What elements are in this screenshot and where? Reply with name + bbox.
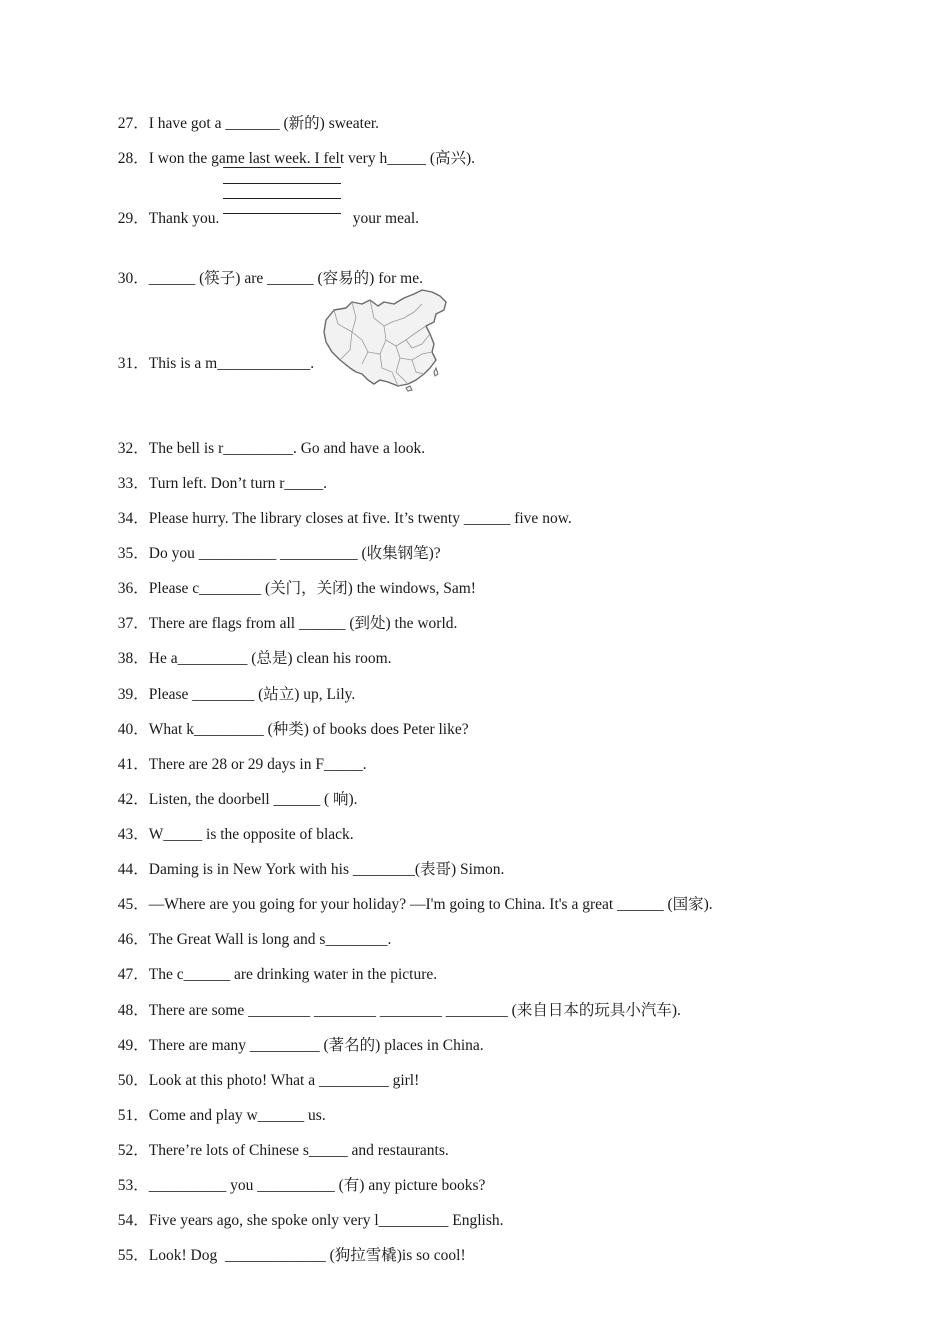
question-text: The bell is r_________. Go and have a look. — [148, 440, 426, 457]
question-number: 48． — [117, 1002, 149, 1019]
question-text: Please hurry. The library closes at five. It’s twenty ______ five now. — [148, 510, 572, 527]
question-text: Five years ago, she spoke only very l_________ English. — [148, 1212, 504, 1229]
question-number: 55． — [117, 1247, 149, 1264]
question-number: 34． — [117, 510, 149, 527]
question-number: 30． — [117, 270, 149, 287]
answer-line — [223, 167, 341, 168]
question-number: 51． — [117, 1107, 149, 1124]
question-number: 28． — [117, 150, 149, 167]
question-number: 42． — [117, 791, 149, 808]
question-number: 40． — [117, 721, 149, 738]
question-number: 33． — [117, 475, 149, 492]
question-30 — [110, 249, 423, 289]
question-text: There are some ________ ________ ________ ________ (来自日本的玩具小汽车). — [148, 1002, 681, 1019]
question-text: Look at this photo! What a _________ girl! — [148, 1072, 420, 1089]
china-map-image — [322, 288, 450, 392]
question-number: 52． — [117, 1142, 149, 1159]
question-text: He a_________ (总是) clean his room. — [148, 650, 392, 667]
question-49 — [110, 1016, 484, 1056]
question-33 — [110, 454, 327, 494]
answer-line — [223, 183, 341, 184]
question-38 — [110, 629, 392, 669]
question-number: 53． — [117, 1177, 149, 1194]
question-text: Please c________ (关门，关闭) the windows, Sam! — [148, 580, 476, 597]
question-number: 44． — [117, 861, 149, 878]
answer-line — [223, 213, 341, 214]
question-53 — [110, 1156, 485, 1196]
question-31 — [110, 334, 314, 374]
question-36 — [110, 559, 476, 599]
question-41 — [110, 735, 367, 775]
question-34 — [110, 489, 572, 529]
question-37 — [110, 594, 457, 634]
question-44 — [110, 840, 504, 880]
question-47 — [110, 945, 437, 985]
question-text: Come and play w______ us. — [148, 1107, 326, 1124]
question-text: Do you __________ __________ (收集钢笔)? — [148, 545, 441, 562]
question-number: 29． — [117, 210, 149, 227]
question-text-after: your meal. — [352, 210, 420, 227]
question-text: Look! Dog _____________ (狗拉雪橇)is so cool! — [148, 1247, 466, 1264]
question-29-tail — [345, 189, 419, 229]
question-number: 36． — [117, 580, 149, 597]
question-29 — [110, 189, 219, 229]
question-32 — [110, 419, 425, 459]
question-number: 54． — [117, 1212, 149, 1229]
question-number: 41． — [117, 756, 149, 773]
question-54 — [110, 1191, 504, 1231]
question-text: The c______ are drinking water in the picture. — [148, 966, 438, 983]
question-number: 32． — [117, 440, 149, 457]
question-40 — [110, 700, 469, 740]
question-text: I have got a _______ (新的) sweater. — [148, 115, 380, 132]
question-42 — [110, 770, 358, 810]
question-text: Turn left. Don’t turn r_____. — [148, 475, 328, 492]
question-number: 27． — [117, 115, 149, 132]
question-text: __________ you __________ (有) any picture books? — [148, 1177, 486, 1194]
question-35 — [110, 524, 441, 564]
question-45 — [110, 875, 713, 915]
question-text: I won the game last week. I felt very h_____ (高兴). — [148, 150, 476, 167]
question-number: 46． — [117, 931, 149, 948]
question-number: 43． — [117, 826, 149, 843]
question-text: Listen, the doorbell ______ ( 响). — [148, 791, 358, 808]
question-text: What k_________ (种类) of books does Peter like? — [148, 721, 469, 738]
question-52 — [110, 1121, 449, 1161]
question-number: 45． — [117, 896, 149, 913]
question-text: There are flags from all ______ (到处) the world. — [148, 615, 458, 632]
question-48 — [110, 981, 681, 1021]
question-text: —Where are you going for your holiday? —I'm going to China. It's a great ______ (国家). — [148, 896, 713, 913]
question-number: 31． — [117, 355, 149, 372]
question-text: Daming is in New York with his ________(表哥) Simon. — [148, 861, 505, 878]
question-number: 49． — [117, 1037, 149, 1054]
question-number: 35． — [117, 545, 149, 562]
question-number: 37． — [117, 615, 149, 632]
question-number: 39． — [117, 686, 149, 703]
question-number: 47． — [117, 966, 149, 983]
question-51 — [110, 1086, 326, 1126]
question-text: Please ________ (站立) up, Lily. — [148, 686, 356, 703]
question-number: 50． — [117, 1072, 149, 1089]
answer-line — [223, 198, 341, 199]
question-number: 38． — [117, 650, 149, 667]
question-text: The Great Wall is long and s________. — [148, 931, 392, 948]
question-text: ______ (筷子) are ______ (容易的) for me. — [148, 270, 423, 287]
question-50 — [110, 1051, 419, 1091]
question-28 — [110, 129, 475, 169]
question-46 — [110, 910, 391, 950]
question-27 — [110, 94, 379, 134]
question-text: W_____ is the opposite of black. — [148, 826, 354, 843]
question-text: There’re lots of Chinese s_____ and restaurants. — [148, 1142, 449, 1159]
question-text: There are 28 or 29 days in F_____. — [148, 756, 367, 773]
question-text-before: Thank you. — [148, 210, 220, 227]
question-text: This is a m____________. — [148, 355, 315, 372]
question-43 — [110, 805, 354, 845]
question-55 — [110, 1226, 466, 1266]
question-39 — [110, 665, 355, 705]
question-text: There are many _________ (著名的) places in China. — [148, 1037, 484, 1054]
